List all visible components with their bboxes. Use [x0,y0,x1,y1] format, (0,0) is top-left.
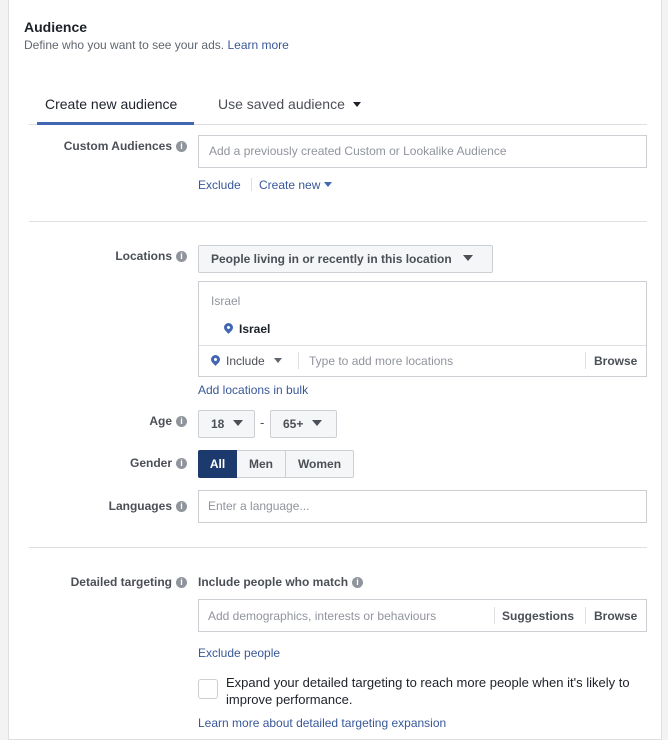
location-pin-icon [209,353,222,366]
browse-targeting-button[interactable]: Browse [594,609,638,623]
info-icon[interactable]: i [176,577,187,588]
learn-more-link[interactable]: Learn more [227,38,289,52]
gender-option-all[interactable]: All [198,450,237,478]
age-label-text: Age [149,414,172,428]
chevron-down-icon [233,420,243,426]
link-separator [251,178,252,191]
age-label [29,414,187,428]
gender-label-text: Gender [129,456,172,470]
learn-more-expansion-link[interactable]: Learn more about detailed targeting expansion [198,716,447,730]
age-separator: - [260,415,265,430]
info-icon[interactable]: i [176,141,187,152]
chevron-down-icon [324,182,332,187]
location-type-label: People living in or recently in this location [211,252,452,266]
info-icon[interactable]: i [176,416,187,427]
add-location-input[interactable]: Type to add more locations [309,354,454,368]
subtitle-text: Define who you want to see your ads. [24,38,225,52]
panel-title: Audience [24,19,88,35]
tab-create-new-audience[interactable]: Create new audience [45,96,178,112]
location-group-header: Israel [211,294,241,308]
locations-box [198,281,647,377]
tab-use-saved-label: Use saved audience [218,96,345,112]
chevron-down-icon [312,420,322,426]
gender-label [29,456,187,470]
include-separator [298,352,299,369]
suggestions-separator [494,607,495,624]
gender-option-men[interactable]: Men [237,450,286,478]
chevron-down-icon [274,358,282,363]
chevron-down-icon [463,255,473,261]
gender-option-women[interactable]: Women [286,450,354,478]
age-max-value: 65+ [283,417,304,431]
include-people-text: Include people who match [198,575,349,589]
active-tab-indicator [37,122,194,125]
custom-audience-input[interactable]: Add a previously created Custom or Lookalike Audience [198,135,647,168]
exclude-custom-audience-link[interactable]: Exclude [198,178,241,192]
age-max-dropdown[interactable] [270,410,337,438]
info-icon[interactable]: i [176,251,187,262]
age-min-value: 18 [211,417,225,431]
browse-separator [585,607,586,624]
locations-inner-divider [199,345,646,346]
include-label: Include [226,354,265,368]
detailed-targeting-box [198,599,647,632]
locations-label [29,249,187,263]
detailed-targeting-label [29,575,187,589]
location-type-dropdown[interactable] [198,245,493,273]
locations-label-text: Locations [115,249,172,263]
section-divider [29,547,647,548]
info-icon[interactable]: i [176,458,187,469]
browse-locations-button[interactable]: Browse [594,354,638,368]
chevron-down-icon [353,102,361,107]
tab-use-saved-audience[interactable] [218,96,361,112]
add-locations-bulk-link[interactable]: Add locations in bulk [198,383,309,397]
expand-targeting-checkbox[interactable] [198,679,218,699]
custom-audiences-label [29,139,187,153]
suggestions-button[interactable]: Suggestions [502,609,575,623]
create-new-label: Create new [259,178,321,192]
info-icon[interactable]: i [352,577,363,588]
gender-segmented-control [198,450,354,478]
detailed-targeting-label-text: Detailed targeting [70,575,172,589]
language-input[interactable]: Enter a language... [198,490,647,523]
expand-targeting-text: Expand your detailed targeting to reach more people when it's likely to improve performance. [226,675,630,707]
panel-subtitle [24,38,289,52]
create-new-audience-link[interactable] [259,178,332,192]
age-min-dropdown[interactable] [198,410,255,438]
selected-location-name: Israel [239,322,271,336]
section-divider [29,221,647,222]
info-icon[interactable]: i [176,501,187,512]
include-exclude-dropdown[interactable] [211,354,282,368]
include-people-heading [198,575,363,589]
languages-label-text: Languages [108,499,172,513]
selected-location[interactable] [224,322,270,336]
location-pin-icon [222,321,235,334]
detailed-targeting-input[interactable]: Add demographics, interests or behaviours [208,609,437,623]
browse-separator [585,352,586,369]
audience-panel [8,0,662,740]
languages-label [29,499,187,513]
exclude-people-link[interactable]: Exclude people [198,646,281,660]
custom-audiences-label-text: Custom Audiences [63,139,172,153]
